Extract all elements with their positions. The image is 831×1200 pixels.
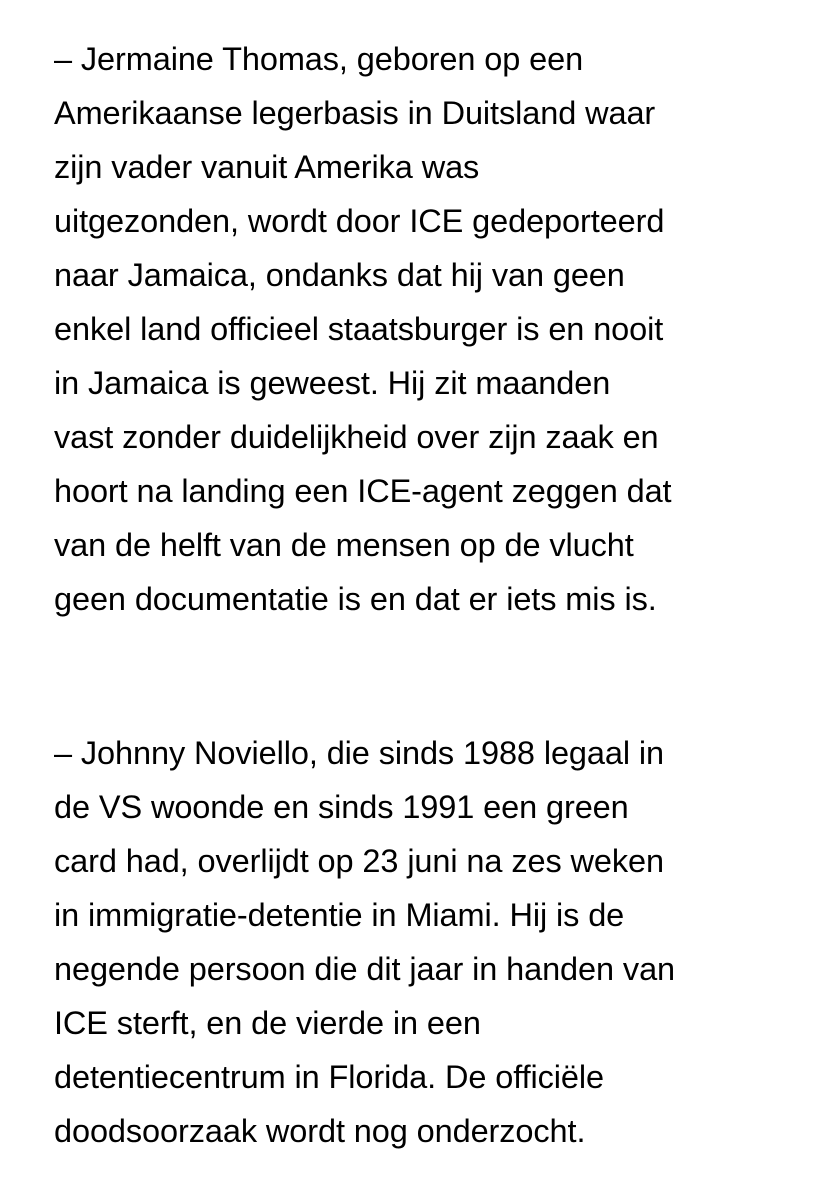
text-line: Amerikaanse legerbasis in Duitsland waar [54, 95, 656, 131]
text-line: – Johnny Noviello, die sinds 1988 legaal in [54, 735, 664, 771]
text-line: ICE sterft, en de vierde in een [54, 1005, 481, 1041]
text-line: van de helft van de mensen op de vlucht [54, 527, 634, 563]
text-line: geen documentatie is en dat er iets mis is. [54, 581, 657, 617]
text-line: enkel land officieel staatsburger is en nooit [54, 311, 664, 347]
paragraph-jermaine-thomas [54, 32, 824, 626]
text-line: – Jermaine Thomas, geboren op een [54, 41, 584, 77]
text-line: de VS woonde en sinds 1991 een green [54, 789, 629, 825]
text-line: negende persoon die dit jaar in handen van [54, 951, 676, 987]
paragraph-johnny-noviello [54, 726, 824, 1158]
text-line: vast zonder duidelijkheid over zijn zaak en [54, 419, 659, 455]
text-line: detentiecentrum in Florida. De officiële [54, 1059, 604, 1095]
text-line: naar Jamaica, ondanks dat hij van geen [54, 257, 625, 293]
text-line: zijn vader vanuit Amerika was [54, 149, 480, 185]
text-line: hoort na landing een ICE-agent zeggen dat [54, 473, 672, 509]
text-line: in immigratie-detentie in Miami. Hij is de [54, 897, 625, 933]
text-line: doodsoorzaak wordt nog onderzocht. [54, 1113, 586, 1149]
text-line: card had, overlijdt op 23 juni na zes weken [54, 843, 664, 879]
text-line: uitgezonden, wordt door ICE gedeporteerd [54, 203, 665, 239]
text-line: in Jamaica is geweest. Hij zit maanden [54, 365, 611, 401]
